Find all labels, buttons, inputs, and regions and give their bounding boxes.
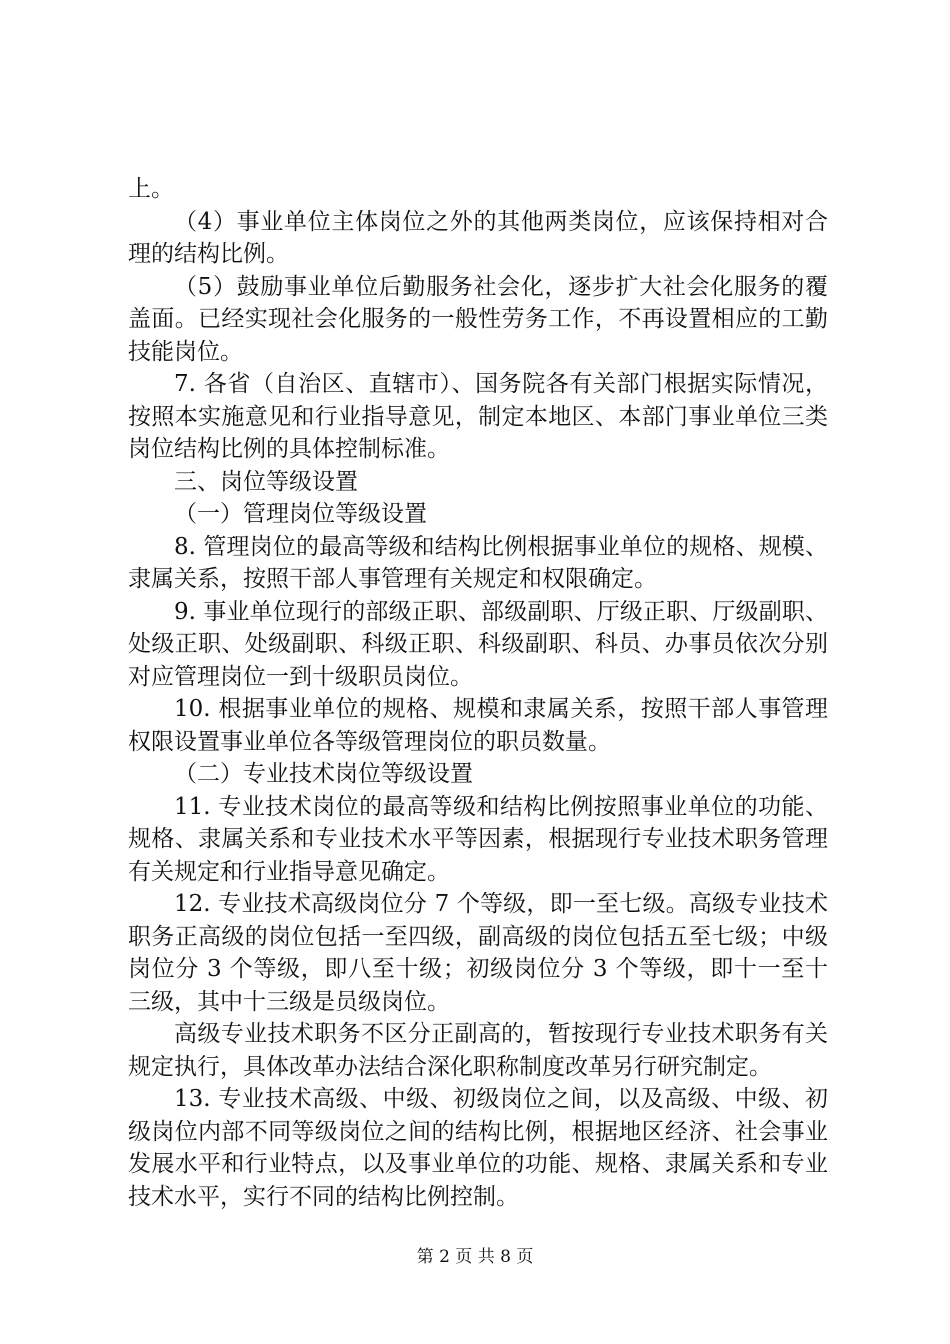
paragraph-clause-10: 10. 根据事业单位的规格、规模和隶属关系，按照干部人事管理权限设置事业单位各等级管理岗位的职员数量。 <box>128 696 828 755</box>
paragraph-item-4: （4）事业单位主体岗位之外的其他两类岗位，应该保持相对合理的结构比例。 <box>128 208 828 267</box>
subsection-heading-2: （二）专业技术岗位等级设置 <box>174 761 473 787</box>
page-number-footer: 第 2 页 共 8 页 <box>416 1247 534 1267</box>
section-heading-3: 三、岗位等级设置 <box>174 468 358 495</box>
paragraph-clause-9: 9. 事业单位现行的部级正职、部级副职、厅级正职、厅级副职、处级正职、处级副职、科级正职、科级副职、科员、办事员依次分别对应管理岗位一到十级职员岗位。 <box>128 598 828 690</box>
document-body <box>128 173 828 1213</box>
paragraph-clause-11: 11. 专业技术岗位的最高等级和结构比例按照事业单位的功能、规格、隶属关系和专业技术水平等因素，根据现行专业技术职务管理有关规定和行业指导意见确定。 <box>128 793 828 885</box>
paragraph-clause-7: 7. 各省（自治区、直辖市）、国务院各有关部门根据实际情况，按照本实施意见和行业指导意见，制定本地区、本部门事业单位三类岗位结构比例的具体控制标准。 <box>128 371 828 462</box>
paragraph-clause-13: 13. 专业技术高级、中级、初级岗位之间，以及高级、中级、初级岗位内部不同等级岗位之间的结构比例，根据地区经济、社会事业发展水平和行业特点，以及事业单位的功能、规格、隶属关系和专业技术水平，实行不同的结构比例控制。 <box>128 1086 828 1210</box>
paragraph-continuation: 上。 <box>128 176 174 202</box>
subsection-heading-1: （一）管理岗位等级设置 <box>174 501 427 527</box>
paragraph-item-5: （5）鼓励事业单位后勤服务社会化，逐步扩大社会化服务的覆盖面。已经实现社会化服务的一般性劳务工作，不再设置相应的工勤技能岗位。 <box>128 273 828 365</box>
paragraph-note: 高级专业技术职务不区分正副高的，暂按现行专业技术职务有关规定执行，具体改革办法结合深化职称制度改革另行研究制定。 <box>128 1021 828 1080</box>
paragraph-clause-8: 8. 管理岗位的最高等级和结构比例根据事业单位的规格、规模、隶属关系，按照干部人事管理有关规定和权限确定。 <box>128 533 828 592</box>
paragraph-clause-12: 12. 专业技术高级岗位分 7 个等级，即一至七级。高级专业技术职务正高级的岗位包括一至四级，副高级的岗位包括五至七级；中级岗位分 3 个等级，即八至十级；初级岗位分 3 个等级，即十一至十三级，其中十三级是员级岗位。 <box>128 891 828 1015</box>
